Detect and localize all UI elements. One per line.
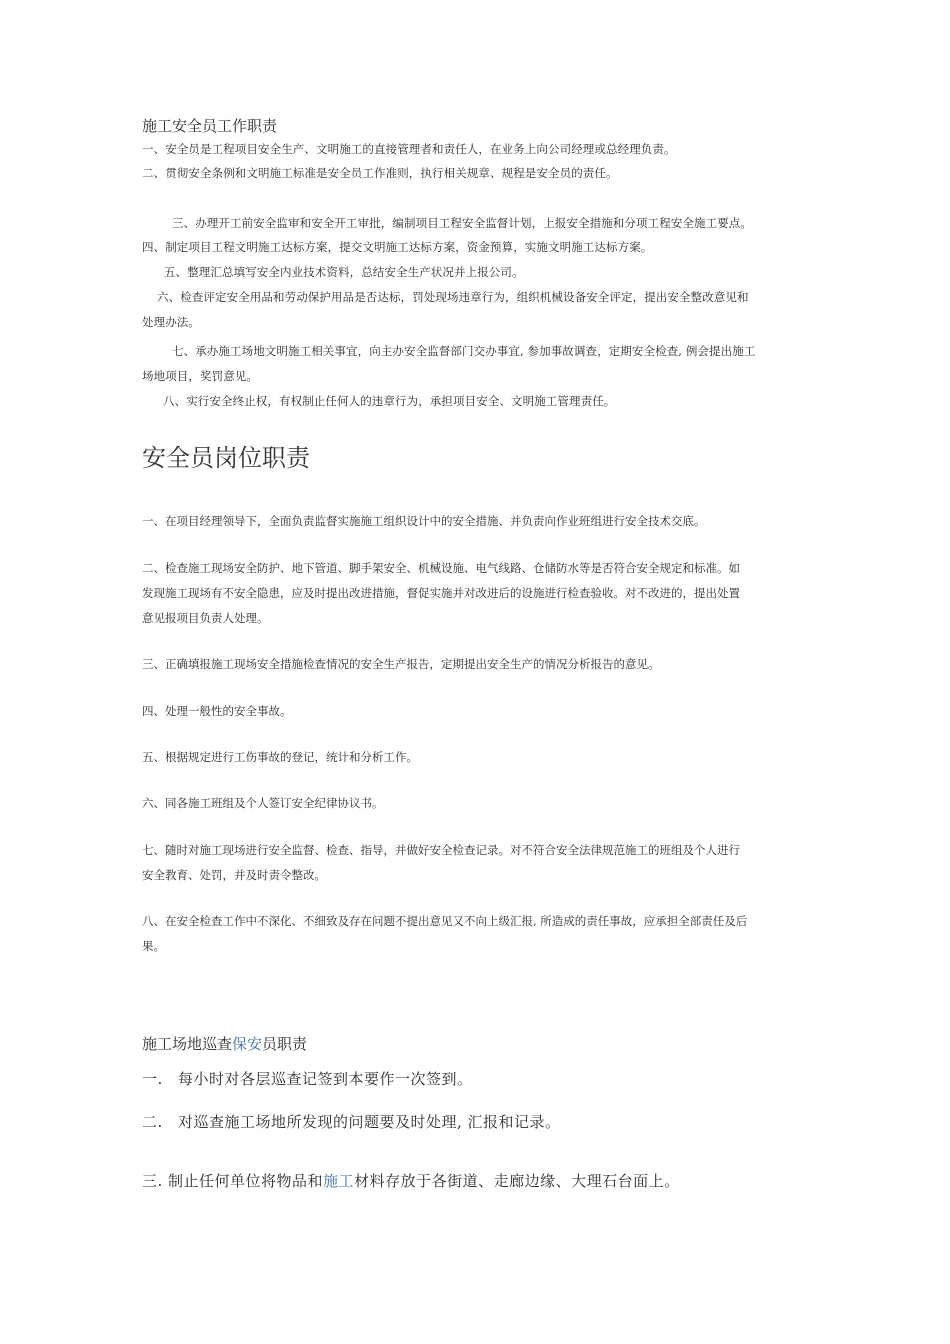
section1-title: 施工安全员工作职责	[142, 117, 278, 135]
section3-title	[142, 1034, 822, 1054]
section2-item-6: 六、同各施工班组及个人签订安全纪律协议书。	[142, 796, 384, 810]
section3-title-prefix: 施工场地巡查	[142, 1035, 233, 1053]
section1-item-1: 一、安全员是工程项目安全生产、文明施工的直接管理者和责任人，在业务上向公司经理或总经理负责。	[142, 142, 676, 156]
section3-item-1	[142, 1069, 822, 1089]
section3-item-1-text: 每小时对各层巡查记签到本要作一次签到。	[178, 1070, 473, 1088]
section2-title: 安全员岗位职责	[142, 444, 310, 472]
section2-item-8-line2: 果。	[142, 939, 165, 953]
section1-item-6-line2: 处理办法。	[142, 315, 200, 329]
section3-item-2	[142, 1112, 822, 1132]
section1-item-8: 八、实行安全终止权，有权制止任何人的违章行为，承担项目安全、文明施工管理责任。	[163, 394, 616, 408]
section2-item-3: 三、正确填报施工现场安全措施检查情况的安全生产报告，定期提出安全生产的情况分析报告的意见。	[142, 657, 660, 671]
section3-item-2-text: 对巡查施工场地所发现的问题要及时处理, 汇报和记录。	[178, 1113, 561, 1131]
section1-item-6-line1: 六、检查评定安全用品和劳动保护用品是否达标，罚处现场违章行为，组织机械设备安全评定，提出安全整改意见和	[157, 290, 749, 304]
section3-item-3-link[interactable]: 施工	[323, 1172, 355, 1190]
section2-item-7-line1: 七、随时对施工现场进行安全监督、检查、指导，并做好安全检查记录。对不符合安全法律规范施工的班组及个人进行	[142, 843, 740, 857]
section2-item-4: 四、处理一般性的安全事故。	[142, 704, 292, 718]
section3-item-3-prefix: 三. 制止任何单位将物品和	[142, 1172, 324, 1190]
section2-item-7-line2: 安全教育、处罚，并及时责令整改。	[142, 868, 326, 882]
section1-item-5: 五、整理汇总填写安全内业技术资料，总结安全生产状况并上报公司。	[164, 265, 524, 279]
section3-title-suffix: 员职责	[262, 1035, 308, 1053]
section3-item-3-suffix: 材料存放于各街道、走廊边缘、大理石台面上。	[354, 1172, 680, 1190]
section3-title-link[interactable]: 保安	[232, 1035, 263, 1053]
section1-item-7-line2: 场地项目，奖罚意见。	[142, 369, 258, 383]
section1-item-7-line1: 七、承办施工场地文明施工相关事宜，向主办安全监督部门交办事宜, 参加事故调查，定期安全检查, 例会提出施工	[172, 344, 756, 358]
section2-item-5: 五、根据规定进行工伤事故的登记，统计和分析工作。	[142, 750, 418, 764]
section1-item-4: 四、制定项目工程文明施工达标方案，提交文明施工达标方案，资金预算，实施文明施工达标方案。	[142, 240, 653, 254]
section2-item-2-line2: 发现施工现场有不安全隐患，应及时提出改进措施，督促实施并对改进后的设施进行检查验收。对不改进的，提出处置	[142, 586, 740, 600]
section2-item-2-line3: 意见报项目负责人处理。	[142, 611, 269, 625]
section3-item-3	[142, 1171, 822, 1191]
section3-item-1-number: 一.	[142, 1070, 163, 1088]
section2-item-2-line1: 二、检查施工现场安全防护、地下管道、脚手架安全、机械设施、电气线路、仓储防水等是否符合安全规定和标准。如	[142, 561, 740, 575]
section2-item-1: 一、在项目经理领导下，全面负责监督实施施工组织设计中的安全措施、并负责向作业班组进行安全技术交底。	[142, 514, 706, 528]
section1-item-2: 二、贯彻安全条例和文明施工标准是安全员工作准则，执行相关规章、规程是安全员的责任。	[142, 166, 618, 180]
section1-item-3: 三、办理开工前安全监审和安全开工审批，编制项目工程安全监督计划，上报安全措施和分项工程安全施工要点。	[172, 216, 752, 230]
section3-item-2-number: 二.	[142, 1113, 163, 1131]
section2-item-8-line1: 八、在安全检查工作中不深化、不细致及存在问题不提出意见又不向上级汇报, 所造成的责任事故，应承担全部责任及后	[142, 914, 748, 928]
